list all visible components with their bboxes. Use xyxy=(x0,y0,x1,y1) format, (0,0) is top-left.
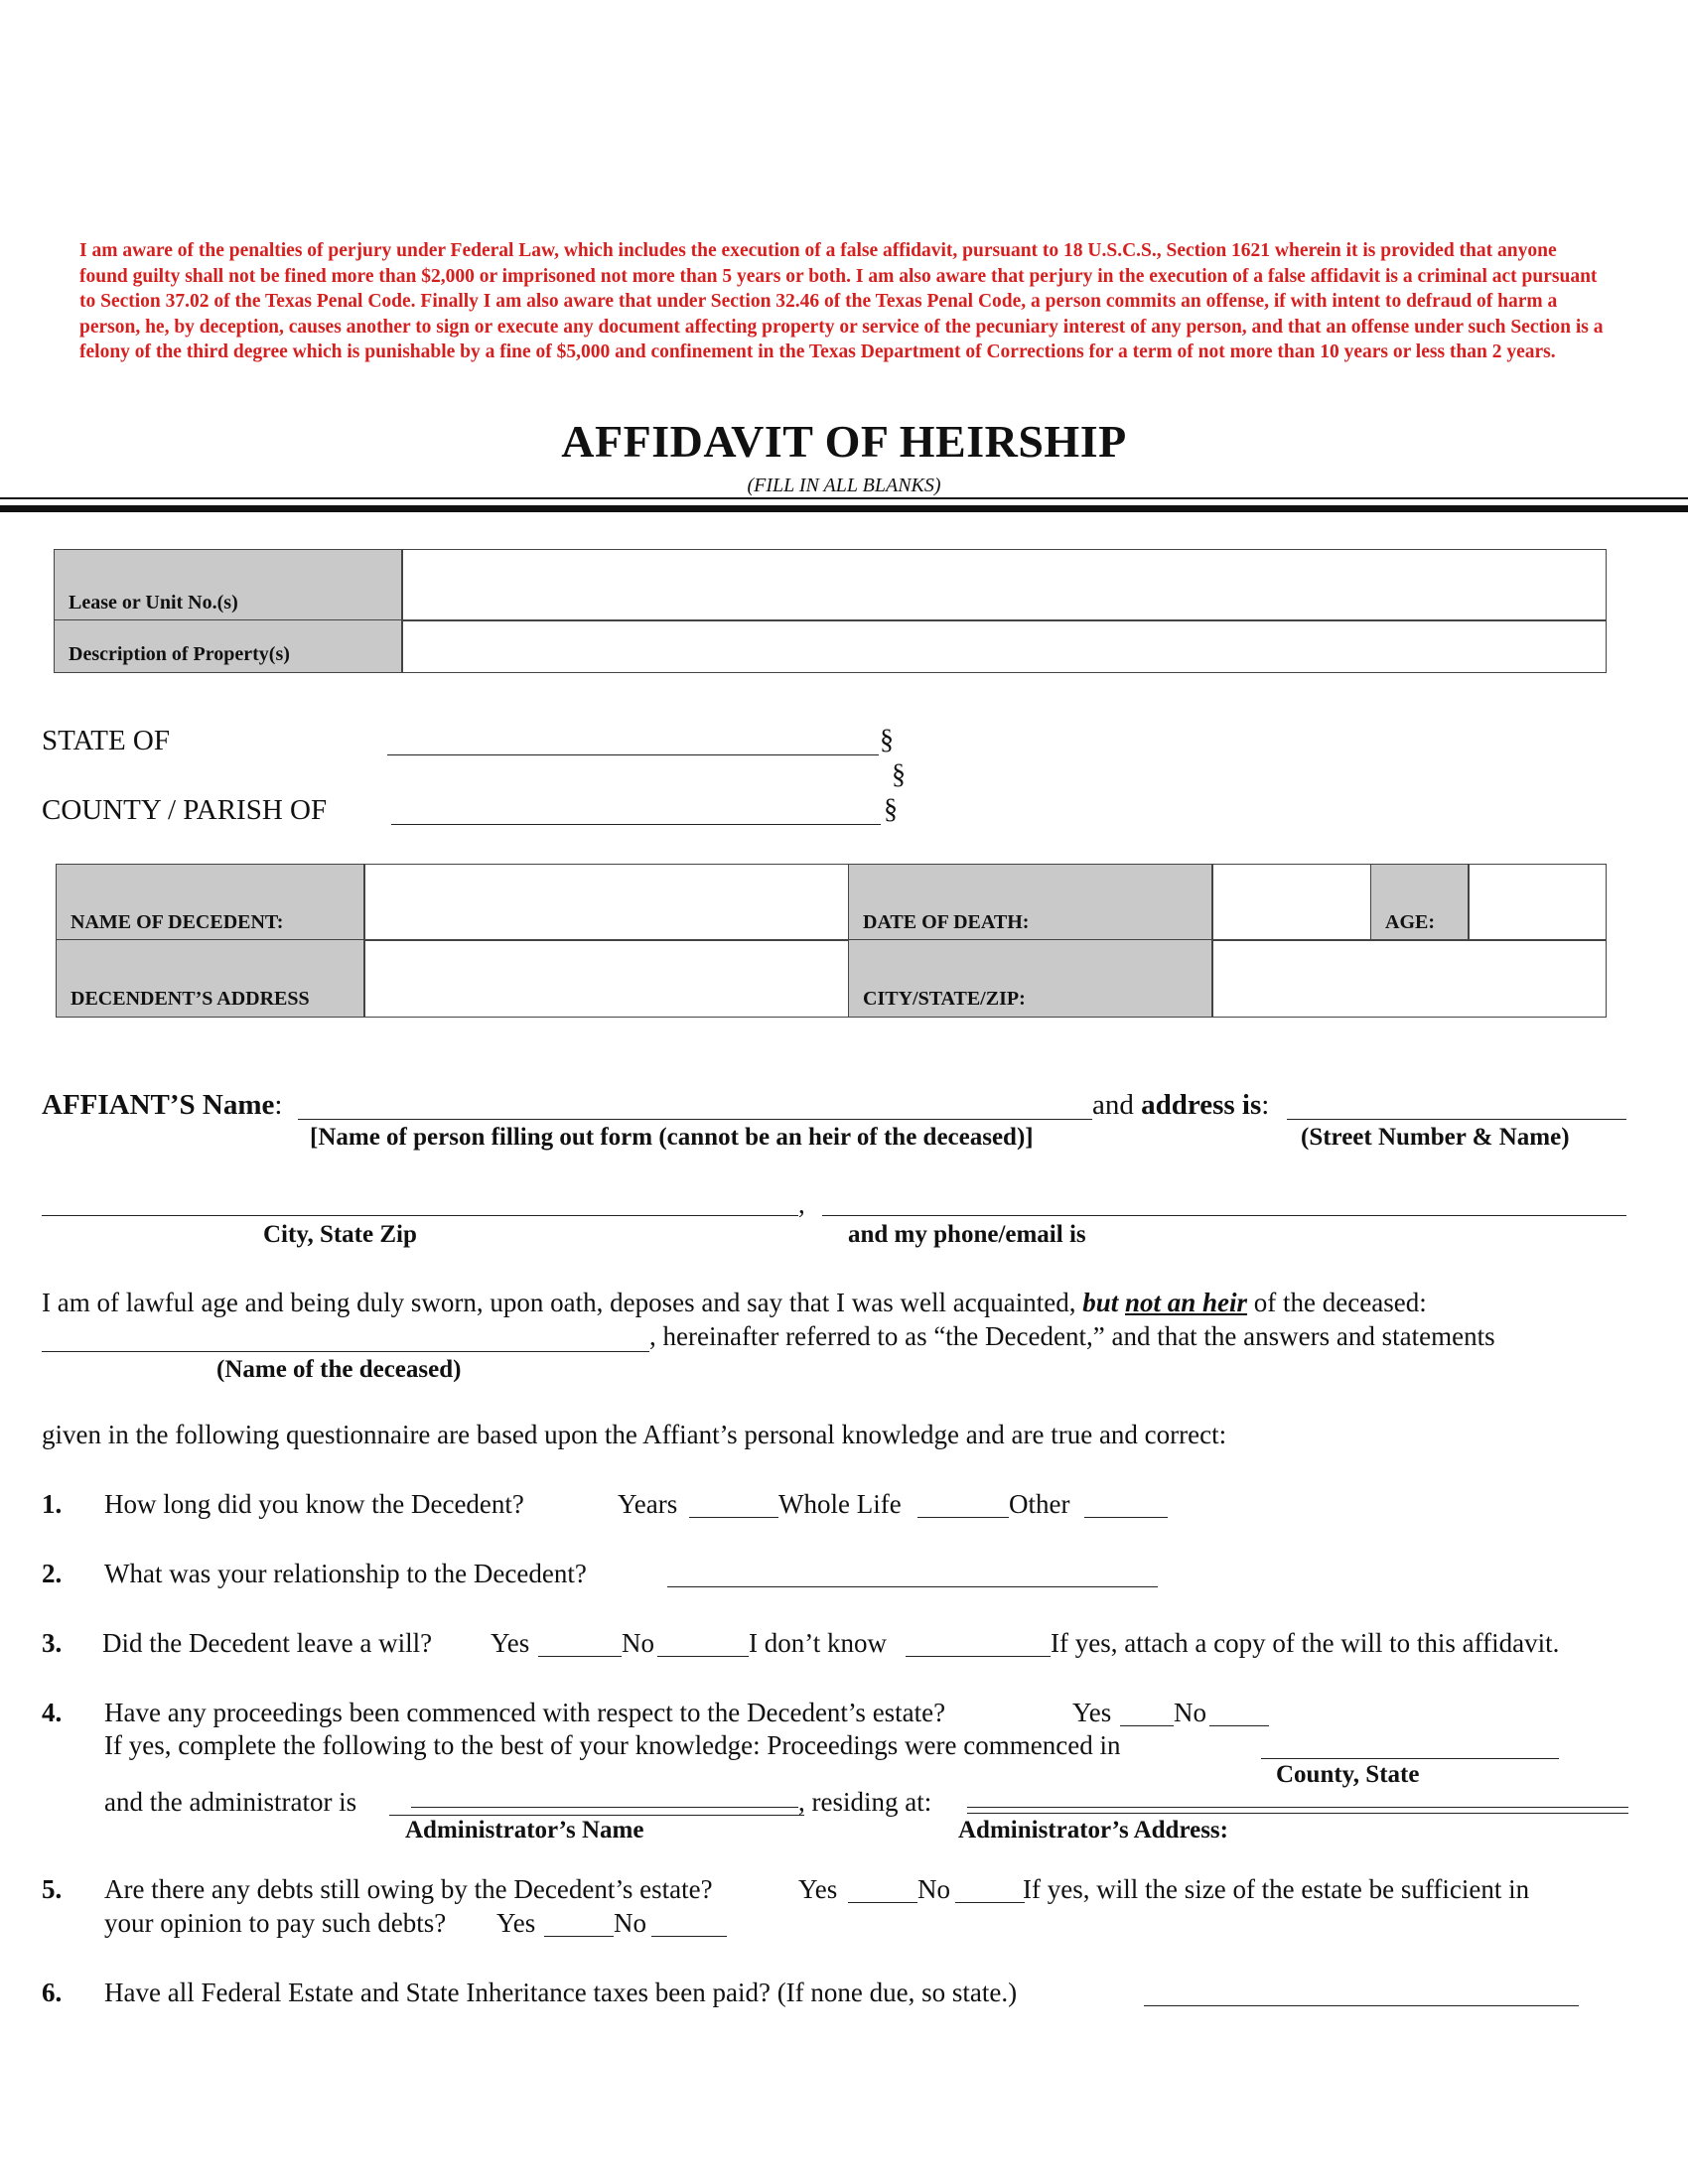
q1-text: How long did you know the Decedent? xyxy=(104,1489,524,1519)
city-state-zip-affiant-input[interactable] xyxy=(42,1215,798,1216)
street-address-input[interactable] xyxy=(1287,1119,1626,1120)
q1-years-label: Years xyxy=(618,1489,678,1519)
age-label-cell xyxy=(1370,864,1470,941)
q5-text: Are there any debts still owing by the Decedent’s estate? xyxy=(104,1874,713,1904)
q5-no2-label: No xyxy=(614,1908,646,1938)
affiant-comma: , xyxy=(798,1189,805,1219)
deceased-name-input[interactable] xyxy=(42,1351,649,1352)
q4-line-2: If yes, complete the following to the best of your knowledge: Proceedings were commenced in xyxy=(104,1730,1121,1760)
q5-line-2: your opinion to pay such debts? xyxy=(104,1908,447,1938)
q1-other-label: Other xyxy=(1009,1489,1070,1519)
section-mark-1: § xyxy=(880,725,894,755)
q3-dont-know-input[interactable] xyxy=(906,1656,1051,1657)
date-of-death-label-cell xyxy=(848,864,1213,941)
affiant-name-caption: [Name of person filling out form (cannot be an heir of the deceased)] xyxy=(310,1124,1034,1151)
title-rule-thin xyxy=(0,497,1688,499)
description-input[interactable] xyxy=(401,619,1607,673)
date-of-death-label: DATE OF DEATH: xyxy=(863,911,1030,933)
age-label: AGE: xyxy=(1385,911,1435,933)
state-label: STATE OF xyxy=(42,725,170,756)
lease-input[interactable] xyxy=(401,549,1607,621)
q4-yes-label: Yes xyxy=(1072,1698,1112,1727)
page-subtitle: (FILL IN ALL BLANKS) xyxy=(747,475,941,496)
page-title: AFFIDAVIT OF HEIRSHIP xyxy=(561,416,1127,467)
decedent-name-label: NAME OF DECEDENT: xyxy=(70,911,284,933)
q4-no-label: No xyxy=(1174,1698,1206,1727)
q3-yes-label: Yes xyxy=(491,1628,530,1658)
q3-no-input[interactable] xyxy=(657,1656,749,1657)
q4-county-state-input[interactable] xyxy=(1261,1758,1559,1759)
q4-residing-text: , residing at: xyxy=(798,1787,932,1817)
q2-relationship-input[interactable] xyxy=(667,1586,1158,1587)
q2-text: What was your relationship to the Decedent? xyxy=(104,1559,587,1588)
q1-whole-life-input[interactable] xyxy=(917,1517,1009,1518)
q5-number: 5. xyxy=(42,1874,63,1904)
q2-number: 2. xyxy=(42,1559,63,1588)
oath-line-2: , hereinafter referred to as “the Decedent,” and that the answers and statements xyxy=(649,1321,1495,1351)
address-is-label: and address is: xyxy=(1092,1089,1270,1121)
q4-admin-address-caption: Administrator’s Address: xyxy=(958,1817,1228,1843)
lease-label: Lease or Unit No.(s) xyxy=(69,592,238,614)
section-mark-2: § xyxy=(892,759,906,790)
q5-yes-label: Yes xyxy=(798,1874,838,1904)
date-of-death-input[interactable] xyxy=(1211,864,1372,941)
decedent-address-input[interactable] xyxy=(363,939,850,1018)
affiant-name-input[interactable] xyxy=(298,1119,1092,1120)
decedent-name-input[interactable] xyxy=(363,864,850,941)
q4-text: Have any proceedings been commenced with respect to the Decedent’s estate? xyxy=(104,1698,946,1727)
q3-text: Did the Decedent leave a will? xyxy=(102,1628,433,1658)
q4-no-input[interactable] xyxy=(1209,1725,1269,1726)
q5-sufficient-text: If yes, will the size of the estate be sufficient in xyxy=(1023,1874,1530,1904)
q3-yes-input[interactable] xyxy=(538,1656,622,1657)
street-caption: (Street Number & Name) xyxy=(1301,1124,1570,1151)
q5-yes2-input[interactable] xyxy=(544,1936,614,1937)
q6-text: Have all Federal Estate and State Inheritance taxes been paid? (If none due, so state.) xyxy=(104,1978,1018,2007)
oath-line-1: I am of lawful age and being duly sworn, upon oath, deposes and say that I was well acquainted, but not an heir of the deceased: xyxy=(42,1288,1427,1317)
q5-no-label: No xyxy=(917,1874,950,1904)
phone-email-caption: and my phone/email is xyxy=(848,1221,1086,1248)
phone-email-input[interactable] xyxy=(822,1215,1626,1216)
q4-admin-name-line-extra xyxy=(411,1807,798,1808)
oath-line-3: given in the following questionnaire are based upon the Affiant’s personal knowledge and are true and correct: xyxy=(42,1420,1227,1449)
perjury-warning: I am aware of the penalties of perjury under Federal Law, which includes the execution of a false affidavit, pursuant to 18 U.S.C.S., Section 1621 wherein it is provided that anyone found guilty shall not be fined more than $2,000 or imprisoned not more than 5 years or both. I am also aware that perjury in the execution of a false affidavit is a criminal act pursuant to Section 37.02 of the Texas Penal Code. Finally I am also aware that under Section 32.46 of the Texas Penal Code, a person commits an offense, if with intent to defraud of harm a person, he, by deception, causes another to sign or execute any document affecting property or service of the pecuniary interest of any person, and that an offense under such Section is a felony of the third degree which is punishable by a fine of $5,000 and confinement in the Texas Department of Corrections for a term of not more than 10 years or less than 2 years. xyxy=(79,240,1604,363)
description-label-cell xyxy=(54,619,403,673)
q4-admin-address-input[interactable] xyxy=(967,1813,1628,1814)
q5-no2-input[interactable] xyxy=(651,1936,727,1937)
q5-no-input[interactable] xyxy=(955,1902,1025,1903)
q1-other-input[interactable] xyxy=(1084,1517,1168,1518)
county-input[interactable] xyxy=(391,824,881,825)
q3-number: 3. xyxy=(42,1628,63,1658)
city-state-zip-caption: City, State Zip xyxy=(263,1221,417,1248)
state-input[interactable] xyxy=(387,754,879,755)
decedent-address-label-cell xyxy=(56,939,365,1018)
q4-admin-name-caption: Administrator’s Name xyxy=(405,1817,644,1843)
decedent-name-label-cell xyxy=(56,864,365,941)
q5-yes-input[interactable] xyxy=(848,1902,917,1903)
q5-yes2-label: Yes xyxy=(496,1908,536,1938)
age-input[interactable] xyxy=(1468,864,1607,941)
q4-admin-name-input[interactable] xyxy=(389,1815,804,1816)
q3-no-label: No xyxy=(622,1628,654,1658)
q6-taxes-input[interactable] xyxy=(1144,2005,1579,2006)
q4-admin-text: and the administrator is xyxy=(104,1787,357,1817)
city-state-zip-label: CITY/STATE/ZIP: xyxy=(863,988,1026,1010)
q3-attach-text: If yes, attach a copy of the will to this affidavit. xyxy=(1051,1628,1560,1658)
deceased-name-caption: (Name of the deceased) xyxy=(216,1356,462,1383)
decedent-address-label: DECENDENT’S ADDRESS xyxy=(70,988,310,1010)
county-label: COUNTY / PARISH OF xyxy=(42,794,328,826)
q4-admin-address-line-extra xyxy=(967,1807,1628,1808)
lease-label-cell xyxy=(54,549,403,621)
q4-county-state-caption: County, State xyxy=(1276,1761,1420,1788)
city-state-zip-label-cell xyxy=(848,939,1213,1018)
city-state-zip-input[interactable] xyxy=(1211,939,1607,1018)
title-rule-thick xyxy=(0,505,1688,512)
q3-dont-know-label: I don’t know xyxy=(749,1628,887,1658)
q6-number: 6. xyxy=(42,1978,63,2007)
q1-years-input[interactable] xyxy=(689,1517,778,1518)
q4-yes-input[interactable] xyxy=(1120,1725,1174,1726)
description-label: Description of Property(s) xyxy=(69,643,290,665)
q1-whole-life-label: Whole Life xyxy=(778,1489,902,1519)
section-mark-3: § xyxy=(884,794,898,825)
affiant-name-label: AFFIANT’S Name: xyxy=(42,1089,283,1121)
q4-number: 4. xyxy=(42,1698,63,1727)
q1-number: 1. xyxy=(42,1489,63,1519)
